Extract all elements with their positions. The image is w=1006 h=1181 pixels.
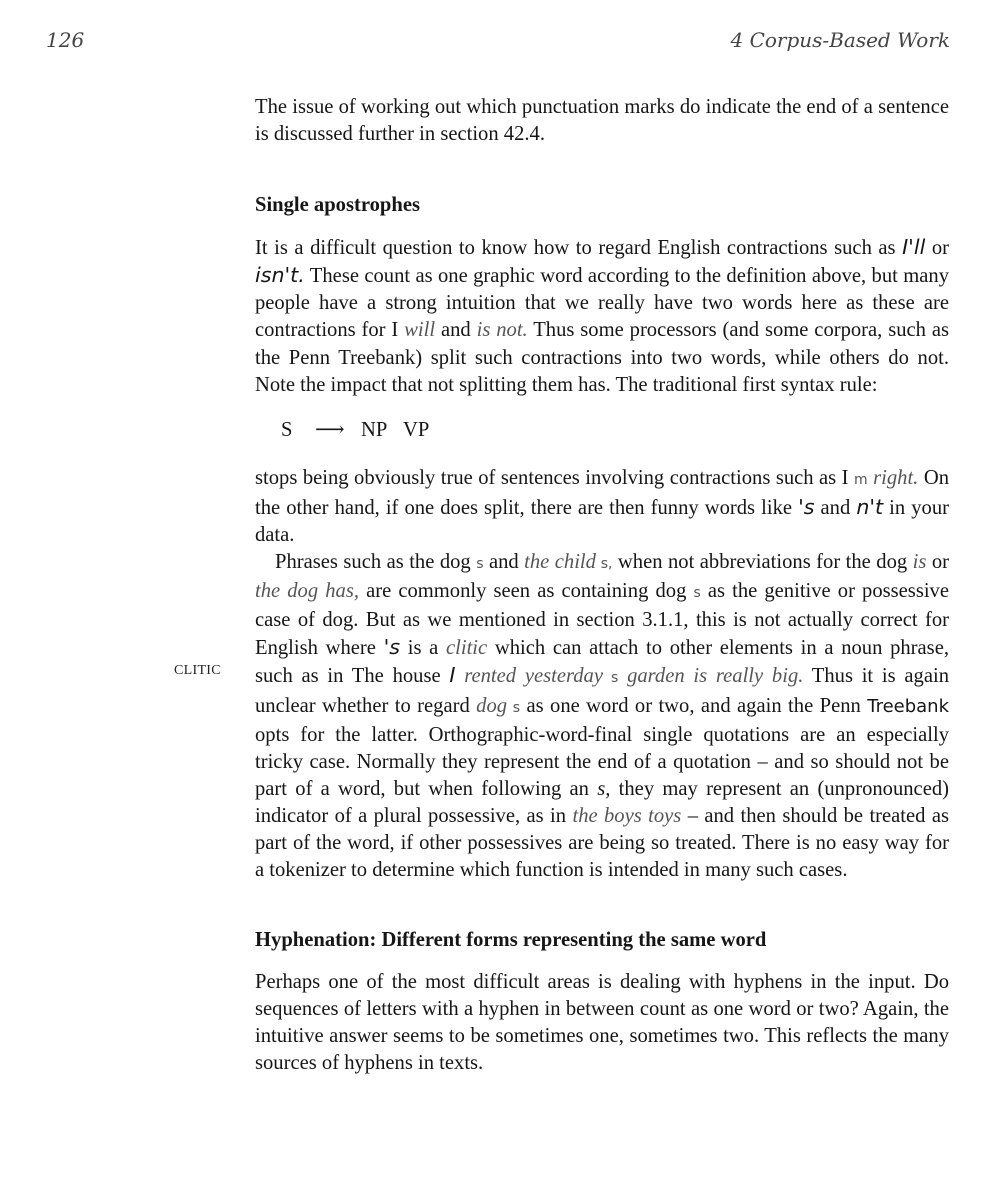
example-isnt: isn't. bbox=[255, 263, 305, 288]
section-heading-hyphenation: Hyphenation: Different forms representing the same word bbox=[255, 929, 767, 952]
page-number: 126 bbox=[46, 28, 85, 52]
section-heading-single-apostrophes: Single apostrophes bbox=[255, 194, 420, 217]
main-text-column bbox=[255, 94, 949, 1078]
example-will: will bbox=[404, 319, 436, 342]
apostrophes-paragraph-2: stops being obviously true of sentences involving contractions such as I m right. On the other hand, if one does split, there are then funny words like 's and n't in your data. bbox=[255, 466, 949, 546]
example-ill: I'll bbox=[902, 235, 926, 260]
rule-vp: VP bbox=[403, 418, 430, 441]
missing-glyph: m bbox=[854, 471, 868, 488]
example-is-not: is not. bbox=[476, 319, 528, 342]
hyphenation-paragraph-1: Perhaps one of the most difficult areas is dealing with hyphens in the input. Do sequences of letters with a hyphen in between count as one word or two? Again, the intuitive answer seems to be sometimes one, sometimes two. This reflects the many sources of hyphens in texts. bbox=[255, 971, 949, 1075]
apostrophes-paragraph-3: Phrases such as the dog s and the child s, when not abbreviations for the dog is or the dog has, are commonly seen as containing dog s as the genitive or possessive case of dog. But as we mentioned in section 3.1.1, this is not actually correct for English where 's is a clitic which can attach to other elements in a noun phrase, such as in The house I rented yesterday s garden is really big. Thus it is again unclear whether to regard dog s as one word or two, and again the Penn Treebank opts for the latter. Orthographic-word-final single quotations are an especially tricky case. Normally they represent the end of a quotation – and so should not be part of a word, but when following an s, they may represent an (unpronounced) indicator of a plural possessive, as in the boys toys – and then should be treated as part of the word, if other possessives are being so treated. There is no easy way for a tokenizer to determine which function is intended in many such cases. bbox=[255, 551, 950, 882]
rule-lhs: S bbox=[281, 418, 293, 441]
term-clitic: clitic bbox=[446, 637, 488, 660]
chapter-title: 4 Corpus-Based Work bbox=[730, 28, 950, 52]
intro-paragraph: The issue of working out which punctuation marks do indicate the end of a sentence is discussed further in section 42.4. bbox=[255, 96, 949, 146]
syntax-rule bbox=[281, 417, 949, 444]
margin-note-clitic: CLITIC bbox=[174, 663, 221, 678]
running-head bbox=[46, 28, 950, 56]
apostrophes-paragraph-1: It is a difficult question to know how to regard English contractions such as I'll or isn't. These count as one graphic word according to the definition above, but many people have a strong intuition that we really have two words here as these are contractions for I will and is not. Thus some processors (and some corpora, such as the Penn Treebank) split such contractions into two words, while others do not. Note the impact that not splitting them has. The traditional first syntax rule: bbox=[255, 235, 950, 396]
rule-arrow: ⟶ bbox=[315, 418, 345, 441]
rule-np: NP bbox=[361, 418, 388, 441]
